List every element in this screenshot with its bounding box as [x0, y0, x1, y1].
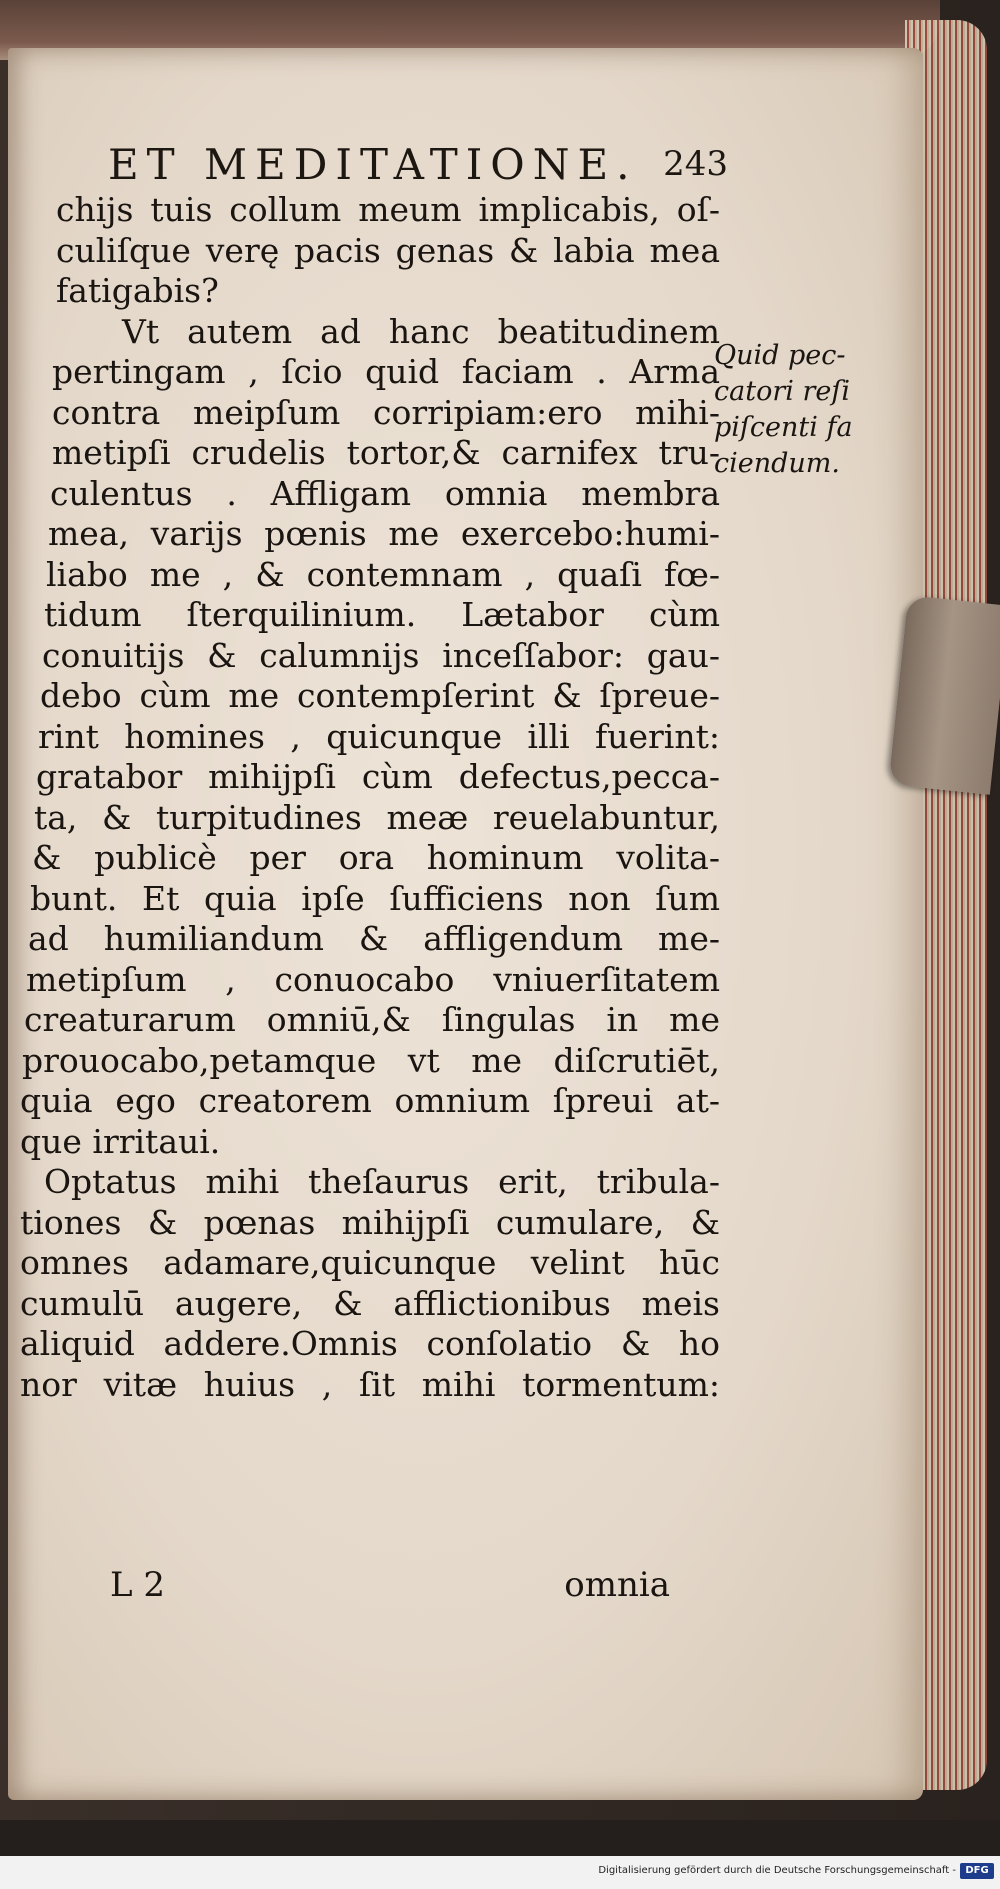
text-line: que irritaui. [20, 1121, 221, 1161]
text-line: quia ego creatorem omnium ſpreui at- [20, 1081, 720, 1120]
text-line: debo cùm me contempſerint & ſpreue- [40, 676, 720, 715]
text-line: & publicè per ora hominum volita- [32, 838, 720, 877]
text-line: contra meipſum corripiam:ero mihi- [52, 392, 720, 432]
text-line: ta, & turpitudines meæ reuelabuntur, [34, 797, 720, 837]
dfg-logo: DFG [960, 1863, 994, 1879]
catchword: omnia [564, 1565, 670, 1605]
text-line: tiones & pœnas mihijpſi cumulare, & [20, 1202, 720, 1242]
digitization-credit-text: Digitalisierung gefördert durch die Deutsche Forschungsgemeinschaft - [598, 1865, 956, 1876]
page-header [108, 140, 728, 190]
text-line: nor vitæ huius , ſit mihi tormentum: [20, 1364, 720, 1404]
text-line: prouocabo,petamque vt me diſcrutiēt, [22, 1040, 720, 1080]
text-line: metipſi crudelis tortor,& carnifex tru- [52, 433, 720, 472]
margin-note-line: Quid pec- [714, 340, 846, 371]
digitization-credit-bar [0, 1856, 1000, 1889]
text-line: bunt. Et quia ipſe ſufficiens non ſum [30, 878, 720, 918]
running-title: ET MEDITATIONE. [108, 140, 638, 189]
margin-note-line: catori reſi [714, 376, 850, 407]
text-line: Vt autem ad hanc beatitudinem [122, 311, 720, 351]
margin-note-line: piſcenti fa [714, 412, 853, 443]
text-line: omnes adamare,quicunque velint hūc [20, 1243, 720, 1282]
signature-mark: L 2 [110, 1565, 166, 1605]
text-line: creaturarum omniū,& ſingulas in me [24, 1000, 720, 1039]
bookmark-tab [888, 595, 1000, 795]
page-footer-line [110, 1565, 670, 1615]
text-line: tidum ſterquilinium. Lætabor cùm [44, 595, 720, 634]
text-line: culentus . Affligam omnia membra [50, 473, 720, 513]
text-line: chijs tuis collum meum implicabis, oſ- [56, 190, 720, 229]
text-line: pertingam , ſcio quid faciam . Arma [52, 352, 720, 391]
text-line: metipſum , conuocabo vniuerſitatem [26, 959, 720, 999]
text-line: aliquid addere.Omnis conſolatio & ho [20, 1324, 720, 1363]
text-line: ad humiliandum & affligendum me- [28, 919, 720, 958]
text-line: Optatus mihi theſaurus erit, tribula- [44, 1162, 720, 1201]
main-text [20, 190, 720, 1405]
text-line: culiſque verę pacis genas & labia mea [56, 230, 720, 270]
text-line: mea, varijs pœnis me exercebo:humi- [48, 514, 720, 553]
margin-note [714, 338, 884, 482]
text-line: gratabor mihijpſi cùm defectus,pecca- [36, 757, 720, 796]
margin-note-line: ciendum. [714, 448, 840, 479]
page-number: 243 [663, 144, 728, 184]
text-line: liabo me , & contemnam , quaſi fœ- [46, 554, 720, 594]
text-line: conuitijs & calumnijs inceſſabor: gau- [42, 635, 720, 675]
text-line: fatigabis? [56, 271, 219, 310]
text-line: cumulū augere, & afflictionibus meis [20, 1283, 720, 1323]
text-line: rint homines , quicunque illi fuerint: [38, 716, 720, 756]
